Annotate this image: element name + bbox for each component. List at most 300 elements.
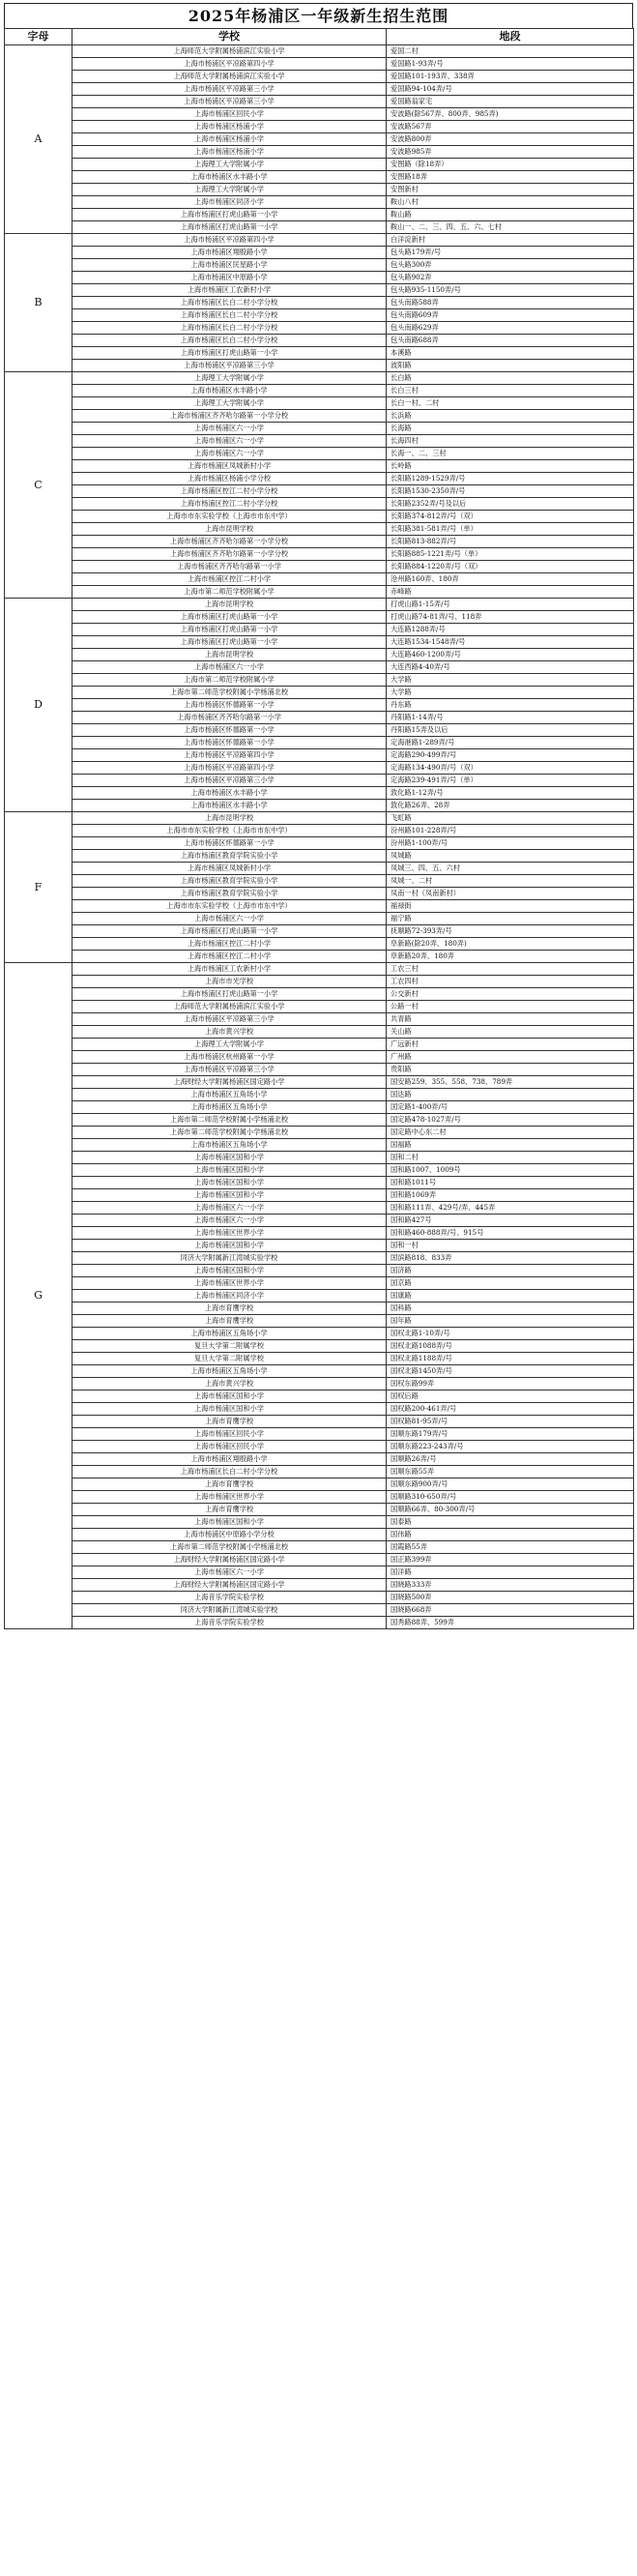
area-cell: 包头路935-1150弄/号 xyxy=(387,284,634,297)
table-row xyxy=(5,1001,634,1013)
school-cell: 上海市杨浦区五角场小学 xyxy=(72,1101,387,1114)
area-cell: 爱国路94-104弄/号 xyxy=(387,83,634,96)
table-row xyxy=(5,247,634,259)
table-row xyxy=(5,699,634,712)
table-row xyxy=(5,1315,634,1328)
school-cell: 上海市杨浦区齐齐哈尔路第一小学 xyxy=(72,561,387,573)
table-row xyxy=(5,649,634,661)
table-row xyxy=(5,96,634,108)
school-cell: 上海市杨浦区国和小学 xyxy=(72,1516,387,1529)
table-row xyxy=(5,812,634,825)
group-letter: B xyxy=(5,234,72,372)
school-cell: 上海市杨浦区六一小学 xyxy=(72,1215,387,1227)
area-cell: 沧州路160弄、180弄 xyxy=(387,573,634,586)
table-row xyxy=(5,1579,634,1592)
area-cell: 包头南路609弄 xyxy=(387,309,634,322)
area-cell: 国和路427号 xyxy=(387,1215,634,1227)
school-cell: 上海理工大学附属小学 xyxy=(72,184,387,196)
school-cell: 上海市杨浦区凤城新村小学 xyxy=(72,863,387,875)
table-row xyxy=(5,1114,634,1127)
school-cell: 上海市第二师范学校附属小学杨浦北校 xyxy=(72,1127,387,1139)
area-cell: 公路一村 xyxy=(387,1001,634,1013)
school-cell: 上海市杨浦区杨浦小学 xyxy=(72,146,387,159)
area-cell: 国达路 xyxy=(387,1089,634,1101)
area-cell: 国权北路1088弄/号 xyxy=(387,1340,634,1353)
table-row xyxy=(5,146,634,159)
area-cell: 白洋淀新村 xyxy=(387,234,634,247)
school-cell: 上海市昆明学校 xyxy=(72,523,387,536)
school-cell: 上海市杨浦区六一小学 xyxy=(72,423,387,435)
table-row xyxy=(5,159,634,171)
area-cell: 丹东路 xyxy=(387,699,634,712)
school-cell: 上海市市东实验学校（上海市市东中学） xyxy=(72,825,387,837)
area-cell: 大连路1534-1548弄/号 xyxy=(387,636,634,649)
area-cell: 福宁路 xyxy=(387,913,634,925)
table-row xyxy=(5,1127,634,1139)
group-letter: F xyxy=(5,812,72,963)
area-cell: 国权路200-461弄/号 xyxy=(387,1403,634,1416)
area-cell: 长阳路1530-2350弄/号 xyxy=(387,485,634,498)
school-cell: 上海理工大学附属小学 xyxy=(72,372,387,385)
school-cell: 上海市杨浦区国和小学 xyxy=(72,1189,387,1202)
school-cell: 上海市杨浦区回民小学 xyxy=(72,1441,387,1453)
table-row xyxy=(5,1403,634,1416)
table-row xyxy=(5,196,634,209)
table-header-row xyxy=(5,29,634,45)
table-row xyxy=(5,1328,634,1340)
area-cell: 包头路902弄 xyxy=(387,272,634,284)
table-row xyxy=(5,1478,634,1491)
table-row xyxy=(5,1101,634,1114)
school-cell: 上海市杨浦区世界小学 xyxy=(72,1277,387,1290)
area-cell: 打虎山路1-15弄/号 xyxy=(387,599,634,611)
school-cell: 上海市杨浦区齐齐哈尔路第一小学分校 xyxy=(72,536,387,548)
table-row xyxy=(5,1252,634,1265)
group-letter: G xyxy=(5,963,72,1629)
table-row xyxy=(5,888,634,900)
school-cell: 上海市杨浦区打虎山路第一小学 xyxy=(72,209,387,221)
table-row xyxy=(5,800,634,812)
table-row xyxy=(5,1516,634,1529)
school-cell: 上海市杨浦区杨浦小学 xyxy=(72,133,387,146)
school-cell: 上海市杨浦区六一小学 xyxy=(72,448,387,460)
area-cell: 长白一村、二村 xyxy=(387,397,634,410)
area-cell: 共青路 xyxy=(387,1013,634,1026)
area-cell: 长白路 xyxy=(387,372,634,385)
area-cell: 公交新村 xyxy=(387,988,634,1001)
table-row xyxy=(5,687,634,699)
area-cell: 大学路 xyxy=(387,674,634,687)
table-row xyxy=(5,1529,634,1541)
table-row xyxy=(5,372,634,385)
area-cell: 定海路290-499弄/号 xyxy=(387,749,634,762)
table-row xyxy=(5,737,634,749)
school-cell: 复旦大学第二附属学校 xyxy=(72,1353,387,1365)
school-cell: 上海市第二师范学校附属小学杨浦北校 xyxy=(72,687,387,699)
table-row xyxy=(5,1453,634,1466)
school-cell: 上海市杨浦区中原路小学 xyxy=(72,272,387,284)
area-cell: 国和二村 xyxy=(387,1152,634,1164)
school-cell: 上海市杨浦区六一小学 xyxy=(72,913,387,925)
area-cell: 安图路18弄 xyxy=(387,171,634,184)
school-cell: 上海市第二师范学校附属小学杨浦北校 xyxy=(72,1114,387,1127)
school-cell: 上海市杨浦区国和小学 xyxy=(72,1390,387,1403)
school-cell: 上海市杨浦区翔殷路小学 xyxy=(72,1453,387,1466)
area-cell: 定海路134-490弄/号（双） xyxy=(387,762,634,775)
table-row xyxy=(5,1202,634,1215)
school-cell: 上海市育鹰学校 xyxy=(72,1504,387,1516)
table-row xyxy=(5,1089,634,1101)
table-row xyxy=(5,410,634,423)
school-cell: 上海市杨浦区水丰路小学 xyxy=(72,787,387,800)
school-cell: 上海理工大学附属小学 xyxy=(72,1039,387,1051)
school-cell: 上海市杨浦区控江二村小学 xyxy=(72,573,387,586)
school-cell: 上海理工大学附属小学 xyxy=(72,397,387,410)
area-cell: 长阳路381-581弄/号（单） xyxy=(387,523,634,536)
area-cell: 国济路 xyxy=(387,1265,634,1277)
table-row xyxy=(5,951,634,963)
table-row xyxy=(5,1265,634,1277)
table-row xyxy=(5,749,634,762)
table-body xyxy=(5,45,634,1629)
table-row xyxy=(5,1416,634,1428)
area-cell: 国定路中心东二村 xyxy=(387,1127,634,1139)
area-cell: 长阳路885-1221弄/号（单） xyxy=(387,548,634,561)
school-cell: 上海市杨浦区平凉路第三小学 xyxy=(72,775,387,787)
school-cell: 上海市杨浦区控江二村小学 xyxy=(72,938,387,951)
school-cell: 上海市杨浦区怀德路第一小学 xyxy=(72,699,387,712)
area-cell: 国顺东路55弄 xyxy=(387,1466,634,1478)
table-row xyxy=(5,1215,634,1227)
table-row xyxy=(5,1592,634,1604)
table-row xyxy=(5,837,634,850)
table-row xyxy=(5,1240,634,1252)
school-cell: 上海市杨浦区世界小学 xyxy=(72,1227,387,1240)
school-cell: 上海市杨浦区凤城新村小学 xyxy=(72,460,387,473)
area-cell: 丹阳路1-14弄/号 xyxy=(387,712,634,724)
table-row xyxy=(5,963,634,976)
document-sheet xyxy=(4,3,633,1629)
area-cell: 长岭路 xyxy=(387,460,634,473)
table-row xyxy=(5,1340,634,1353)
table-row xyxy=(5,724,634,737)
table-row xyxy=(5,674,634,687)
table-row xyxy=(5,498,634,511)
school-cell: 上海市杨浦区教育学院实验小学 xyxy=(72,875,387,888)
area-cell: 包头南路588弄 xyxy=(387,297,634,309)
area-cell: 爱国路101-193弄、338弄 xyxy=(387,71,634,83)
area-cell: 国和路111弄、429号/弄、445弄 xyxy=(387,1202,634,1215)
area-cell: 赤峰路 xyxy=(387,586,634,599)
table-row xyxy=(5,1541,634,1554)
area-cell: 大连路460-1200弄/号 xyxy=(387,649,634,661)
table-row xyxy=(5,485,634,498)
school-cell: 上海市杨浦区五角场小学 xyxy=(72,1139,387,1152)
table-row xyxy=(5,1139,634,1152)
school-cell: 上海市杨浦区平凉路第四小学 xyxy=(72,234,387,247)
area-cell: 国权北路1450弄/号 xyxy=(387,1365,634,1378)
table-row xyxy=(5,108,634,121)
area-cell: 长阳路374-812弄/号（双） xyxy=(387,511,634,523)
area-cell: 长浜路 xyxy=(387,410,634,423)
area-cell: 安波路800弄 xyxy=(387,133,634,146)
school-cell: 上海市杨浦区杭州路第一小学 xyxy=(72,1051,387,1064)
school-cell: 上海市杨浦区教育学院实验小学 xyxy=(72,888,387,900)
table-row xyxy=(5,938,634,951)
table-row xyxy=(5,762,634,775)
area-cell: 国顺东路179弄/号 xyxy=(387,1428,634,1441)
table-row xyxy=(5,397,634,410)
table-row xyxy=(5,1177,634,1189)
school-cell: 上海市杨浦区五角场小学 xyxy=(72,1365,387,1378)
table-row xyxy=(5,1076,634,1089)
school-cell: 上海市杨浦区打虎山路第一小学 xyxy=(72,624,387,636)
school-cell: 上海市育鹰学校 xyxy=(72,1315,387,1328)
table-row xyxy=(5,58,634,71)
school-cell: 上海市杨浦区回民小学 xyxy=(72,1428,387,1441)
area-cell: 贵阳路 xyxy=(387,1064,634,1076)
school-cell: 上海市杨浦区齐齐哈尔路第一小学分校 xyxy=(72,410,387,423)
table-row xyxy=(5,209,634,221)
area-cell: 广远新村 xyxy=(387,1039,634,1051)
table-row xyxy=(5,1390,634,1403)
table-row xyxy=(5,1604,634,1617)
area-cell: 长白三村 xyxy=(387,385,634,397)
school-cell: 上海市杨浦区水丰路小学 xyxy=(72,800,387,812)
school-cell: 上海市杨浦区怀德路第一小学 xyxy=(72,837,387,850)
table-row xyxy=(5,45,634,58)
school-cell: 上海市第二师范学校附属小学杨浦北校 xyxy=(72,1541,387,1554)
table-row xyxy=(5,1290,634,1303)
area-cell: 国权后路 xyxy=(387,1390,634,1403)
school-cell: 上海市杨浦区控江二村小学分校 xyxy=(72,498,387,511)
table-row xyxy=(5,712,634,724)
table-row xyxy=(5,1566,634,1579)
table-row xyxy=(5,309,634,322)
table-row xyxy=(5,133,634,146)
area-cell: 国权东路99弄 xyxy=(387,1378,634,1390)
area-cell: 国洋路 xyxy=(387,1566,634,1579)
table-row xyxy=(5,1554,634,1566)
table-row xyxy=(5,1441,634,1453)
school-cell: 上海市杨浦区打虎山路第一小学 xyxy=(72,636,387,649)
area-cell: 工农三村 xyxy=(387,963,634,976)
area-cell: 爱国路翁家宅 xyxy=(387,96,634,108)
area-cell: 国权路81-95弄/号 xyxy=(387,1416,634,1428)
area-cell: 长阳路813-882弄/号 xyxy=(387,536,634,548)
table-row xyxy=(5,863,634,875)
area-cell: 长阳路1289-1529弄/号 xyxy=(387,473,634,485)
area-cell: 安波路567弄 xyxy=(387,121,634,133)
area-cell: 包头路179弄/号 xyxy=(387,247,634,259)
school-cell: 上海市杨浦区平凉路第三小学 xyxy=(72,83,387,96)
school-cell: 上海市杨浦区打虎山路第一小学 xyxy=(72,925,387,938)
area-cell: 凤城路 xyxy=(387,850,634,863)
area-cell: 国晓路333弄 xyxy=(387,1579,634,1592)
area-cell: 国和路1069弄 xyxy=(387,1189,634,1202)
table-row xyxy=(5,1152,634,1164)
area-cell: 国顺东路900弄/号 xyxy=(387,1478,634,1491)
school-cell: 上海市杨浦区怀德路第一小学 xyxy=(72,724,387,737)
area-cell: 关山路 xyxy=(387,1026,634,1039)
school-cell: 上海市育鹰学校 xyxy=(72,1478,387,1491)
area-cell: 国权北路1188弄/号 xyxy=(387,1353,634,1365)
table-row xyxy=(5,1378,634,1390)
school-cell: 上海市杨浦区长白二村小学分校 xyxy=(72,1466,387,1478)
table-row xyxy=(5,297,634,309)
header-letter: 字母 xyxy=(5,29,72,45)
table-row xyxy=(5,1189,634,1202)
area-cell: 汾州路101-228弄/号 xyxy=(387,825,634,837)
school-cell: 上海市杨浦区水丰路小学 xyxy=(72,171,387,184)
area-cell: 鞍山路 xyxy=(387,209,634,221)
area-cell: 国安路259、355、558、738、789弄 xyxy=(387,1076,634,1089)
area-cell: 大连西路4-40弄/号 xyxy=(387,661,634,674)
area-cell: 安图新村 xyxy=(387,184,634,196)
school-cell: 上海市杨浦区六一小学 xyxy=(72,435,387,448)
school-cell: 上海财经大学附属杨浦区国定路小学 xyxy=(72,1579,387,1592)
school-cell: 上海财经大学附属杨浦区国定路小学 xyxy=(72,1076,387,1089)
area-cell: 长阳路884-1220弄/号（双） xyxy=(387,561,634,573)
area-cell: 国顺东路223-243弄/号 xyxy=(387,1441,634,1453)
area-cell: 凤城一、二村 xyxy=(387,875,634,888)
area-cell: 长海四村 xyxy=(387,435,634,448)
table-row xyxy=(5,171,634,184)
school-cell: 上海市育鹰学校 xyxy=(72,1303,387,1315)
area-cell: 国康路 xyxy=(387,1290,634,1303)
school-cell: 上海市杨浦区齐齐哈尔路第一小学分校 xyxy=(72,548,387,561)
table-row xyxy=(5,1466,634,1478)
area-cell: 广州路 xyxy=(387,1051,634,1064)
table-row xyxy=(5,473,634,485)
table-row xyxy=(5,536,634,548)
school-cell: 上海市杨浦区控江二村小学 xyxy=(72,951,387,963)
table-row xyxy=(5,1365,634,1378)
school-cell: 上海市杨浦区工农新村小学 xyxy=(72,963,387,976)
header-school: 学校 xyxy=(72,29,387,45)
area-cell: 长海一、二、三村 xyxy=(387,448,634,460)
table-row xyxy=(5,1491,634,1504)
table-row xyxy=(5,561,634,573)
table-row xyxy=(5,322,634,335)
table-row xyxy=(5,624,634,636)
area-cell: 国晓路668弄 xyxy=(387,1604,634,1617)
area-cell: 汾州路1-100弄/号 xyxy=(387,837,634,850)
table-row xyxy=(5,586,634,599)
area-cell: 爱国路1-93弄/号 xyxy=(387,58,634,71)
table-row xyxy=(5,1428,634,1441)
area-cell: 定海港路1-289弄/号 xyxy=(387,737,634,749)
area-cell: 包头南路688弄 xyxy=(387,335,634,347)
area-cell: 安波路985弄 xyxy=(387,146,634,159)
table-row xyxy=(5,284,634,297)
page-title: 2025年杨浦区一年级新生招生范围 xyxy=(4,3,633,28)
school-cell: 上海市杨浦区五角场小学 xyxy=(72,1089,387,1101)
area-cell: 包头路300弄 xyxy=(387,259,634,272)
area-cell: 安波路(除567弄、800弄、985弄) xyxy=(387,108,634,121)
table-row xyxy=(5,925,634,938)
school-cell: 上海市杨浦区杨浦小学分校 xyxy=(72,473,387,485)
area-cell: 国霞路55弄 xyxy=(387,1541,634,1554)
area-cell: 爱国二村 xyxy=(387,45,634,58)
area-cell: 工农四村 xyxy=(387,976,634,988)
area-cell: 国顺路66弄、80-300弄/号 xyxy=(387,1504,634,1516)
area-cell: 大连路1288弄/号 xyxy=(387,624,634,636)
school-cell: 上海财经大学附属杨浦区国定路小学 xyxy=(72,1554,387,1566)
school-cell: 上海市杨浦区国和小学 xyxy=(72,1152,387,1164)
area-cell: 国年路 xyxy=(387,1315,634,1328)
table-row xyxy=(5,1504,634,1516)
school-cell: 上海市杨浦区六一小学 xyxy=(72,1202,387,1215)
school-cell: 上海市杨浦区教育学院实验小学 xyxy=(72,850,387,863)
area-cell: 鞍山一、二、三、四、五、六、七村 xyxy=(387,221,634,234)
table-row xyxy=(5,435,634,448)
school-cell: 上海市杨浦区国和小学 xyxy=(72,1177,387,1189)
group-letter: A xyxy=(5,45,72,234)
school-cell: 上海市黄兴学校 xyxy=(72,1026,387,1039)
table-row xyxy=(5,913,634,925)
area-cell: 国晓路500弄 xyxy=(387,1592,634,1604)
table-row xyxy=(5,234,634,247)
school-cell: 上海市杨浦区打虎山路第一小学 xyxy=(72,988,387,1001)
table-row xyxy=(5,423,634,435)
school-cell: 同济大学附属新江湾城实验学校 xyxy=(72,1604,387,1617)
area-cell: 安图路（除18弄） xyxy=(387,159,634,171)
table-row xyxy=(5,511,634,523)
table-row xyxy=(5,1227,634,1240)
school-cell: 上海市第二师范学校附属小学 xyxy=(72,586,387,599)
table-row xyxy=(5,1303,634,1315)
area-cell: 波阳路 xyxy=(387,360,634,372)
table-row xyxy=(5,360,634,372)
school-cell: 复旦大学第二附属学校 xyxy=(72,1340,387,1353)
table-row xyxy=(5,976,634,988)
area-cell: 国伟路 xyxy=(387,1529,634,1541)
header-area: 地段 xyxy=(387,29,634,45)
area-cell: 阜新路(除20弄、180弄) xyxy=(387,938,634,951)
area-cell: 凤南一村（凤南新村） xyxy=(387,888,634,900)
school-cell: 同济大学附属新江湾城实验学校 xyxy=(72,1252,387,1265)
area-cell: 国和路1007、1009号 xyxy=(387,1164,634,1177)
table-row xyxy=(5,636,634,649)
table-row xyxy=(5,1277,634,1290)
table-row xyxy=(5,83,634,96)
school-cell: 上海市杨浦区长白二村小学分校 xyxy=(72,297,387,309)
enrollment-table xyxy=(4,28,634,1629)
table-row xyxy=(5,661,634,674)
school-cell: 上海市杨浦区杨浦小学 xyxy=(72,121,387,133)
school-cell: 上海市杨浦区世界小学 xyxy=(72,1491,387,1504)
table-row xyxy=(5,121,634,133)
table-row xyxy=(5,335,634,347)
area-cell: 定海路239-491弄/号（单） xyxy=(387,775,634,787)
school-cell: 上海市杨浦区国和小学 xyxy=(72,1164,387,1177)
table-row xyxy=(5,460,634,473)
group-letter: C xyxy=(5,372,72,599)
table-row xyxy=(5,611,634,624)
school-cell: 上海市杨浦区国和小学 xyxy=(72,1403,387,1416)
school-cell: 上海市杨浦区怀德路第一小学 xyxy=(72,737,387,749)
group-letter: D xyxy=(5,599,72,812)
school-cell: 上海市杨浦区齐齐哈尔路第一小学 xyxy=(72,712,387,724)
table-row xyxy=(5,850,634,863)
table-row xyxy=(5,1051,634,1064)
table-row xyxy=(5,385,634,397)
area-cell: 丹阳路15弄及以后 xyxy=(387,724,634,737)
school-cell: 上海音乐学院实验学校 xyxy=(72,1617,387,1629)
school-cell: 上海市市东实验学校（上海市市东中学） xyxy=(72,900,387,913)
area-cell: 国和路460-888弄/号、915号 xyxy=(387,1227,634,1240)
